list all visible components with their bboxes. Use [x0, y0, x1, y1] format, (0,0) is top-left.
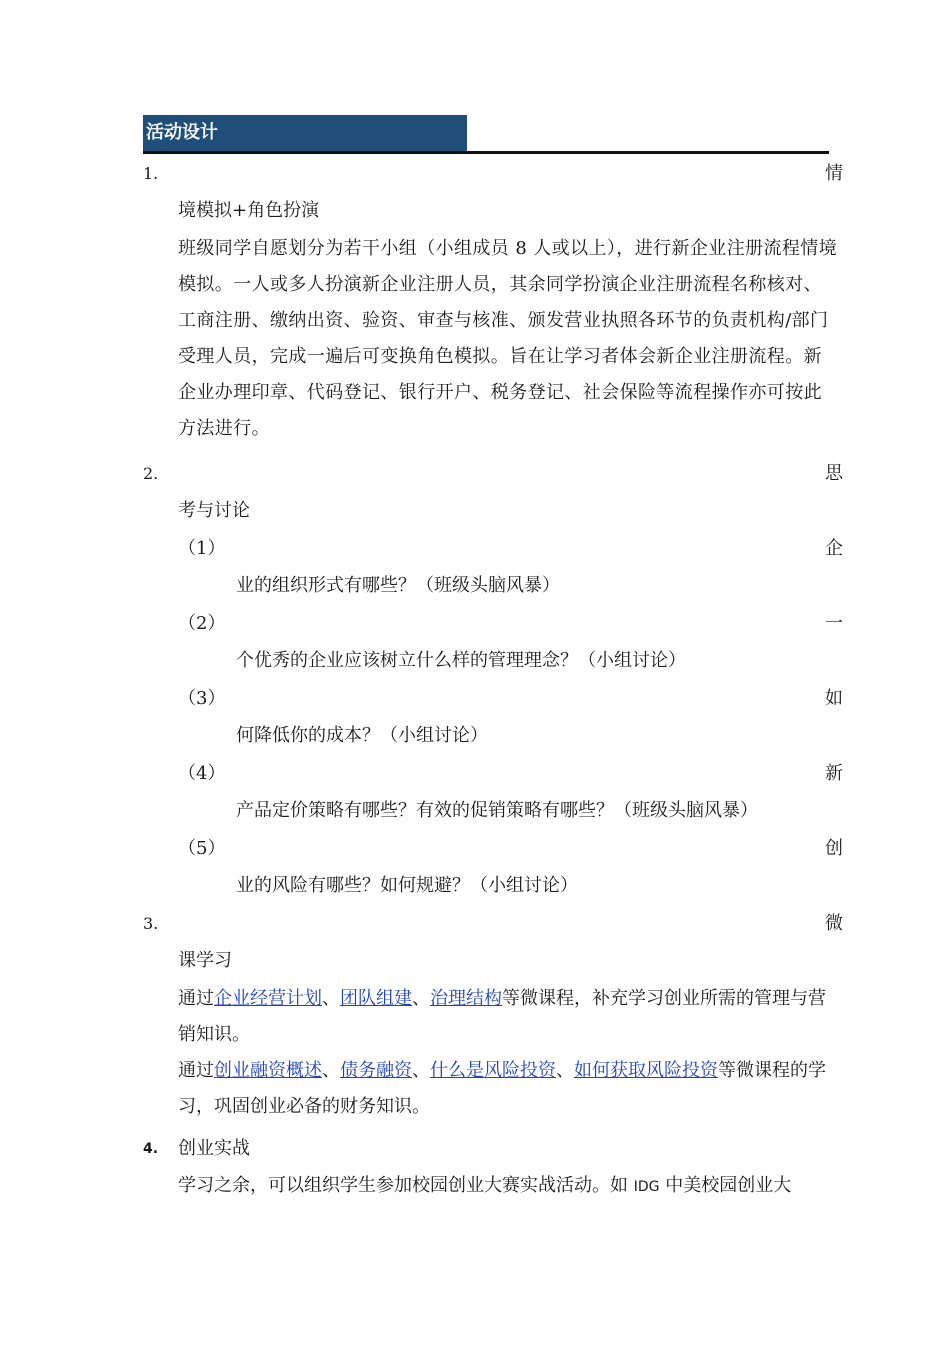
paragraph-text: 学习之余，可以组织学生参加校园创业大赛实战活动。如: [178, 1175, 634, 1196]
link-team-building[interactable]: 团队组建: [340, 988, 412, 1009]
separator: 、: [412, 988, 430, 1009]
paragraph-suffix: 等微课程，补充学习创业所需的管理与营销知识。: [178, 988, 826, 1045]
link-debt-financing[interactable]: 债务融资: [340, 1060, 412, 1081]
discussion-item-2-text: 个优秀的企业应该树立什么样的管理理念？（小组讨论）: [236, 650, 686, 671]
link-governance-structure[interactable]: 治理结构: [430, 988, 502, 1009]
section-2-title-head: 思: [825, 463, 843, 484]
discussion-item-5-text: 业的风险有哪些？如何规避？（小组讨论）: [236, 875, 578, 896]
separator: 、: [322, 1060, 340, 1081]
section-3-title-head: 微: [825, 913, 843, 934]
section-4-number: 4.: [143, 1141, 159, 1157]
brand-name: IDG: [633, 1179, 660, 1195]
discussion-item-4-text: 产品定价策略有哪些？有效的促销策略有哪些？（班级头脑风暴）: [236, 800, 758, 821]
header-divider: [143, 151, 829, 154]
section-1-paragraph: 班级同学自愿划分为若干小组（小组成员 8 人或以上），进行新企业注册流程情境模拟。一人或多人扮演新企业注册人员，其余同学扮演企业注册流程名称核对、工商注册、缴纳出资、验资、审查与核准、颁发营业执照各环节的负责机构/部门受理人员，完成一遍后可变换角色模拟。旨在让学习者体会新企业注册流程。新企业办理印章、代码登记、银行开户、税务登记、社会保险等流程操作亦可按此方法进行。: [178, 238, 838, 439]
discussion-item-5-number: （5）: [178, 838, 226, 859]
section-4-title: 创业实战: [178, 1138, 250, 1159]
link-financing-overview[interactable]: 创业融资概述: [214, 1060, 322, 1081]
discussion-item-4-number: （4）: [178, 763, 226, 784]
section-3-title: 课学习: [178, 950, 232, 971]
paragraph-prefix: 通过: [178, 988, 214, 1009]
section-header: 活动设计: [143, 115, 467, 151]
discussion-item-1-text: 业的组织形式有哪些？（班级头脑风暴）: [236, 575, 560, 596]
paragraph-prefix: 通过: [178, 1060, 214, 1081]
microcourse-paragraph-finance: [178, 1053, 838, 1125]
microcourse-paragraph-management: [178, 981, 838, 1053]
link-how-to-get-venture-capital[interactable]: 如何获取风险投资: [574, 1060, 718, 1081]
section-1-title: 境模拟+角色扮演: [178, 200, 320, 221]
section-2-number: 2.: [143, 464, 159, 483]
discussion-item-3-number: （3）: [178, 688, 226, 709]
discussion-item-1-head: 企: [825, 538, 843, 559]
paragraph-suffix: 等微课程的学习，巩固创业必备的财务知识。: [178, 1060, 826, 1117]
link-business-plan[interactable]: 企业经营计划: [214, 988, 322, 1009]
separator: 、: [556, 1060, 574, 1081]
section-1-number: 1.: [143, 164, 159, 183]
paragraph-text: 中美校园创业大: [659, 1175, 792, 1196]
separator: 、: [412, 1060, 430, 1081]
discussion-item-2-head: 一: [825, 613, 843, 634]
discussion-item-5-head: 创: [825, 838, 843, 859]
separator: 、: [322, 988, 340, 1009]
discussion-item-3-text: 何降低你的成本？（小组讨论）: [236, 725, 488, 746]
discussion-item-1-number: （1）: [178, 538, 226, 559]
discussion-item-4-head: 新: [825, 763, 843, 784]
link-what-is-venture-capital[interactable]: 什么是风险投资: [430, 1060, 556, 1081]
section-1-title-head: 情: [825, 163, 843, 184]
section-4-paragraph: [178, 1173, 791, 1200]
section-2-title: 考与讨论: [178, 500, 250, 521]
discussion-item-3-head: 如: [825, 688, 843, 709]
section-3-number: 3.: [143, 914, 159, 933]
discussion-item-2-number: （2）: [178, 613, 226, 634]
